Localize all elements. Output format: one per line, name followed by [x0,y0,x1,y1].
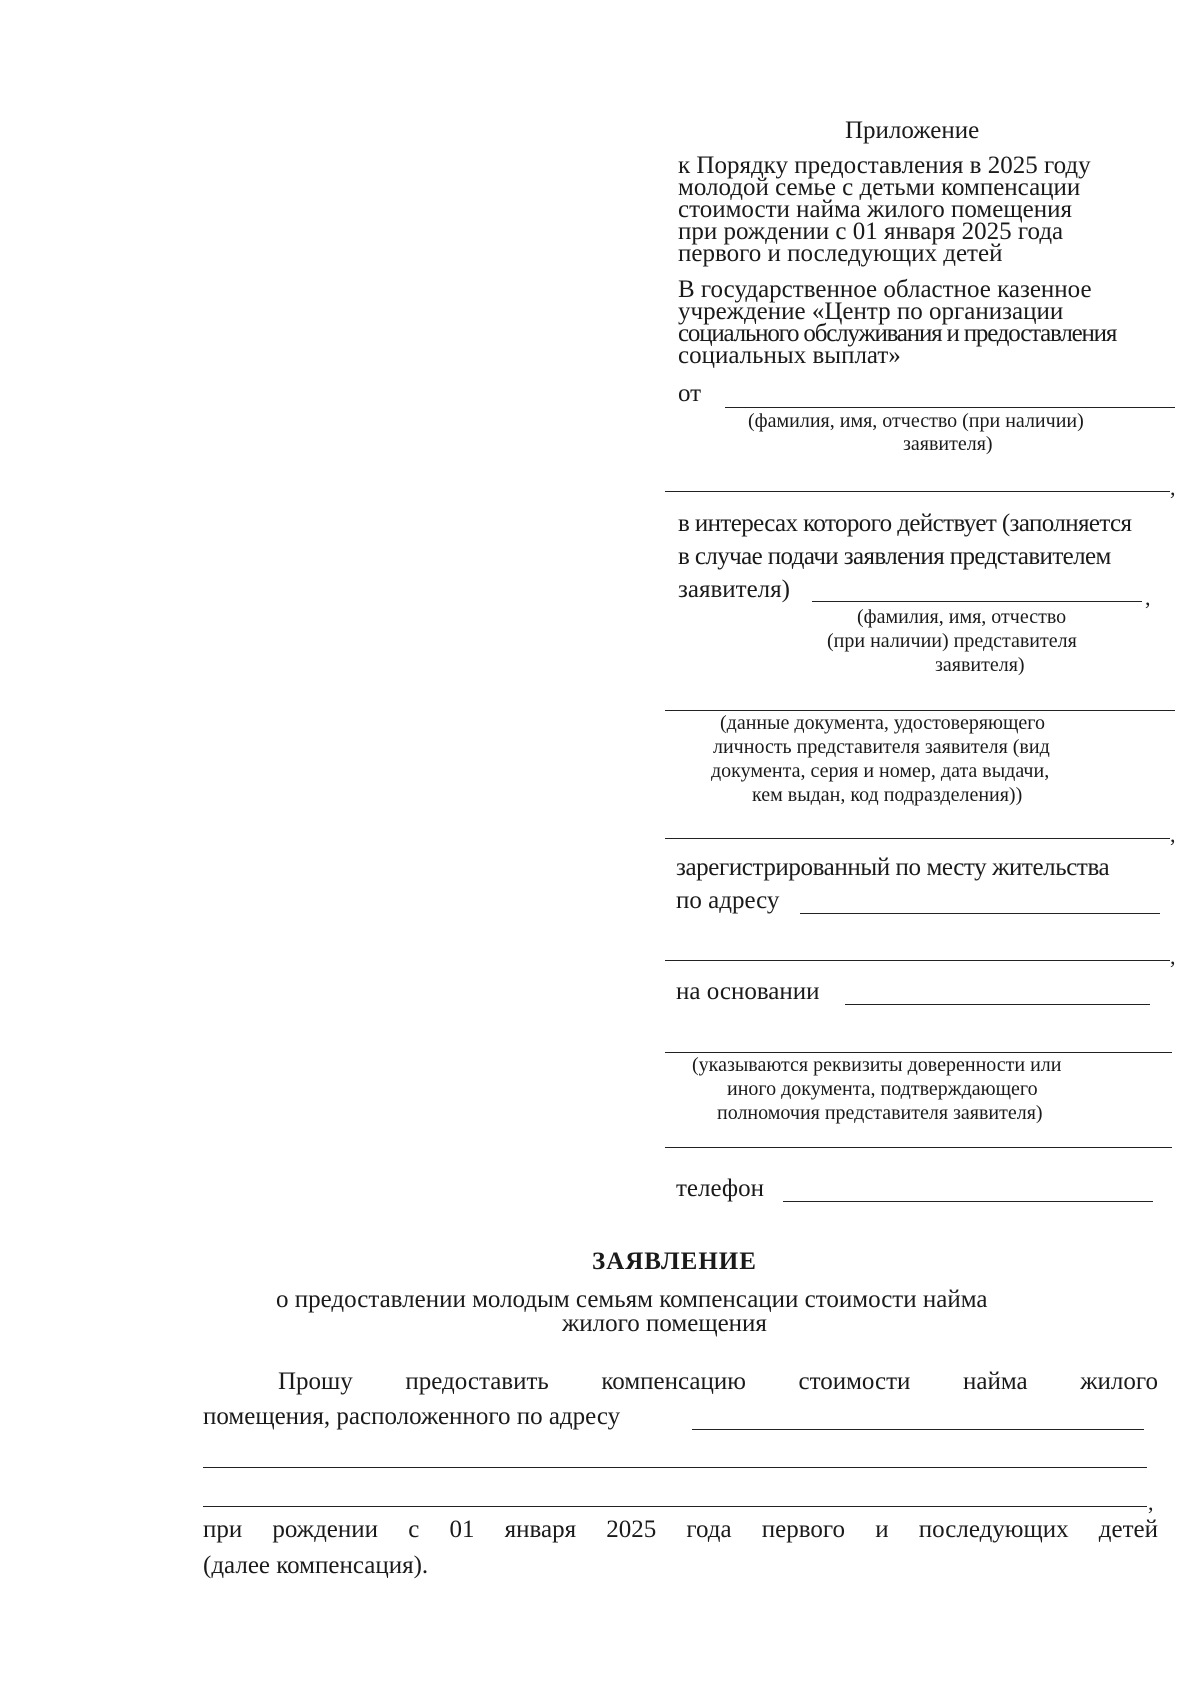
statement-subtitle: жилого помещения [562,1310,767,1337]
representative-document-caption: документа, серия и номер, дата выдачи, [711,760,1050,782]
addressee-line: В государственное областное казенное [678,276,1092,303]
comma: , [1170,475,1176,500]
representative-name-caption: (при наличии) представителя [827,630,1077,652]
from-label: от [678,380,702,407]
statement-subtitle: о предоставлении молодым семьям компенсации стоимости найма [276,1286,988,1313]
dwelling-address-field[interactable] [692,1429,1144,1430]
dwelling-address-extra-field[interactable] [203,1467,1147,1468]
basis-caption: полномочия представителя заявителя) [717,1102,1043,1124]
appendix-line: молодой семье с детьми компенсации [678,174,1081,201]
representative-line: в интересах которого действует (заполняется [678,510,1132,537]
representative-line: заявителя) [678,576,790,603]
request-paragraph-line: (далее компенсация). [203,1552,429,1579]
representative-name-field[interactable] [812,601,1142,602]
representative-line: в случае подачи заявления представителем [678,543,1111,570]
basis-label: на основании [676,978,820,1005]
basis-caption: (указываются реквизиты доверенности или [692,1054,1062,1076]
comma: , [1170,944,1176,969]
addressee-line: учреждение «Центр по организации [678,298,1064,325]
applicant-name-caption: заявителя) [903,433,993,455]
basis-extra-field[interactable] [665,1052,1172,1053]
applicant-name-field[interactable] [725,407,1175,408]
request-paragraph-line: при рождении с 01 января 2025 года первого и последующих детей [203,1516,1158,1543]
representative-document-extra-field[interactable] [665,838,1170,839]
appendix-line: к Порядку предоставления в 2025 году [678,152,1091,179]
applicant-name-caption: (фамилия, имя, отчество (при наличии) [748,410,1084,432]
statement-title: ЗАЯВЛЕНИЕ [592,1248,757,1275]
registration-address-extra-field[interactable] [665,960,1170,961]
appendix-title: Приложение [845,117,980,144]
request-paragraph-line: Прошу предоставить компенсацию стоимости найма жилого [278,1368,1158,1395]
addressee-line: социального обслуживания и предоставления [678,320,1117,347]
representative-document-caption: личность представителя заявителя (вид [713,736,1050,758]
addressee-line: социальных выплат» [678,342,901,369]
representative-document-caption: (данные документа, удостоверяющего [720,712,1045,734]
basis-field[interactable] [845,1004,1150,1005]
registration-address-field[interactable] [800,913,1160,914]
registration-line: зарегистрированный по месту жительства [676,854,1110,881]
comma: , [1145,585,1151,610]
basis-details-field[interactable] [665,1147,1172,1148]
comma: , [1148,1490,1154,1515]
appendix-line: при рождении с 01 января 2025 года [678,218,1064,245]
representative-document-field[interactable] [665,710,1175,711]
phone-field[interactable] [783,1201,1153,1202]
representative-name-caption: заявителя) [935,654,1025,676]
dwelling-address-extra-field-2[interactable] [203,1506,1147,1507]
appendix-line: стоимости найма жилого помещения [678,196,1072,223]
phone-label: телефон [676,1175,764,1202]
appendix-line: первого и последующих детей [678,240,1003,267]
basis-caption: иного документа, подтверждающего [727,1078,1038,1100]
request-paragraph-line: помещения, расположенного по адресу [203,1403,621,1430]
representative-document-caption: кем выдан, код подразделения)) [752,784,1023,806]
representative-name-caption: (фамилия, имя, отчество [857,606,1067,628]
registration-line: по адресу [676,887,780,914]
applicant-extra-field[interactable] [665,491,1170,492]
comma: , [1170,822,1176,847]
